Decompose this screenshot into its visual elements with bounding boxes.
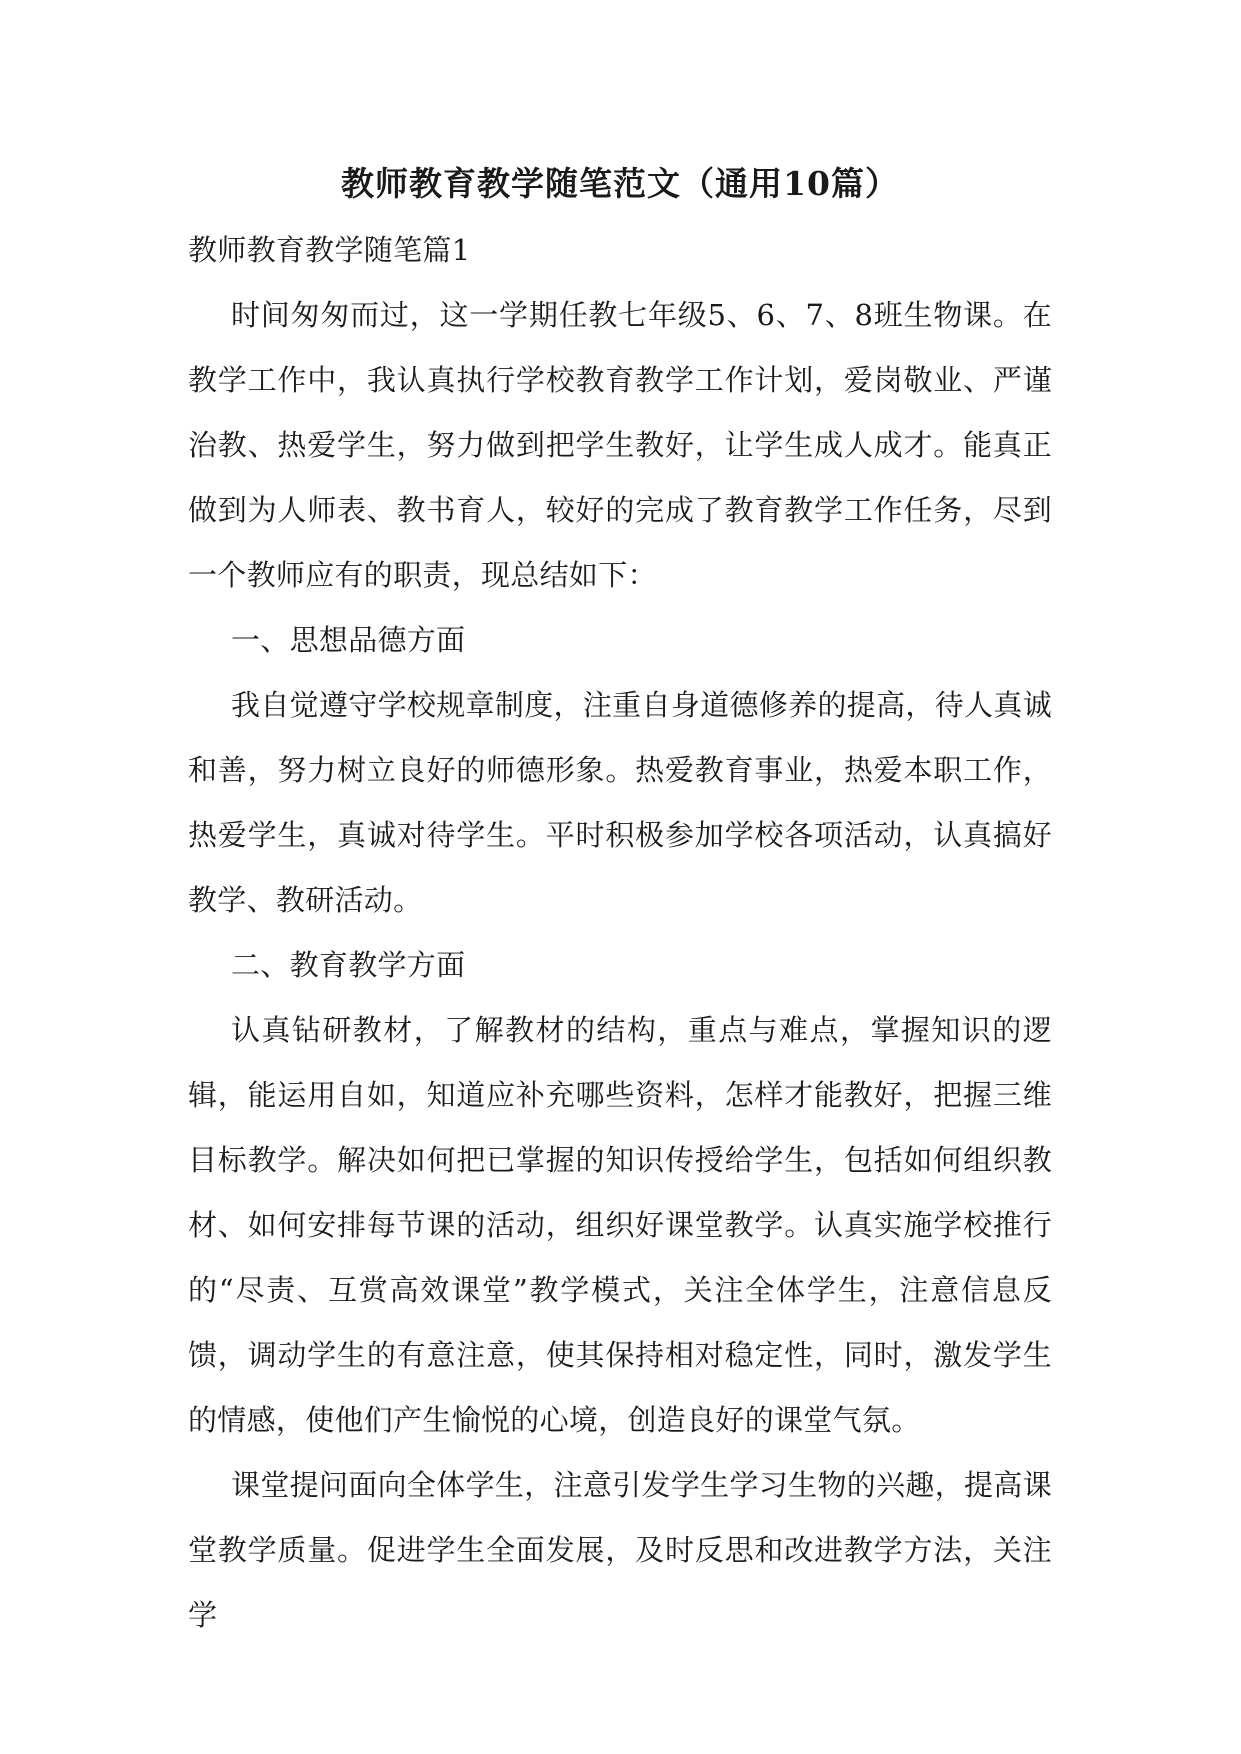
paragraph-moral-character: 我自觉遵守学校规章制度，注重自身道德修养的提高，待人真诚和善，努力树立良好的师德形象。热爱教育事业，热爱本职工作，热爱学生，真诚对待学生。平时积极参加学校各项活动，认真搞好教学、教研活动。 [188,688,1052,917]
paragraph-classroom-questions: 课堂提问面向全体学生，注意引发学生学习生物的兴趣，提高课堂教学质量。促进学生全面发展，及时反思和改进教学方法，关注学 [188,1468,1052,1632]
document-body [188,218,1052,1648]
document-title: 教师教育教学随笔范文（通用10篇） [341,164,899,203]
subheading-moral-character: 一、思想品德方面 [231,623,466,657]
document-page [188,0,1052,1754]
paragraph-intro: 时间匆匆而过，这一学期任教七年级5、6、7、8班生物课。在教学工作中，我认真执行学校教育教学工作计划，爱岗敬业、严谨治教、热爱学生，努力做到把学生教好，让学生成人成才。能真正做到为人师表、教书育人，较好的完成了教育教学工作任务，尽到一个教师应有的职责，现总结如下： [188,298,1052,592]
subheading-teaching: 二、教育教学方面 [231,948,466,982]
section-heading-essay-1: 教师教育教学随笔篇1 [188,233,471,267]
paragraph-teaching: 认真钻研教材，了解教材的结构，重点与难点，掌握知识的逻辑，能运用自如，知道应补充哪些资料，怎样才能教好，把握三维目标教学。解决如何把已掌握的知识传授给学生，包括如何组织教材、如何安排每节课的活动，组织好课堂教学。认真实施学校推行的“尽责、互赏高效课堂”教学模式，关注全体学生，注意信息反馈，调动学生的有意注意，使其保持相对稳定性，同时，激发学生的情感，使他们产生愉悦的心境，创造良好的课堂气氛。 [188,1013,1052,1437]
